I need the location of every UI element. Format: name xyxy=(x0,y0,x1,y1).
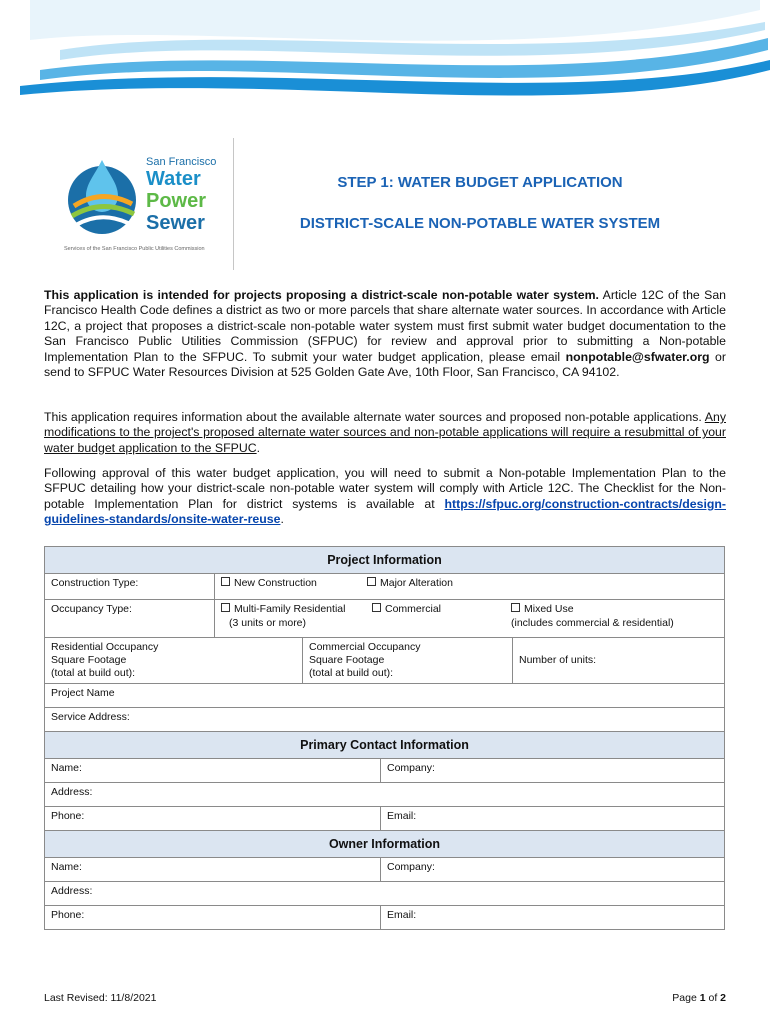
major-alteration-checkbox[interactable] xyxy=(367,577,376,586)
water-drop-logo-icon xyxy=(60,154,144,238)
mixed-use-label: Mixed Use xyxy=(524,603,574,615)
page-prefix: Page xyxy=(672,992,700,1004)
owner-name-label: Name: xyxy=(51,861,82,873)
residential-sqft-label-2: Square Footage xyxy=(51,654,127,666)
primary-address-label: Address: xyxy=(51,786,93,798)
page-number xyxy=(672,992,726,1004)
owner-company-field[interactable] xyxy=(381,858,725,882)
commercial-sqft-label-3: (total at build out): xyxy=(309,667,394,679)
multifamily-label: Multi-Family Residential xyxy=(234,603,346,615)
owner-address-label: Address: xyxy=(51,885,93,897)
logo-tagline: Services of the San Francisco Public Utilities Commission xyxy=(64,246,205,252)
project-info-heading: Project Information xyxy=(45,547,725,574)
primary-name-field[interactable] xyxy=(45,759,381,783)
commercial-option[interactable] xyxy=(372,603,441,616)
occupancy-type-label: Occupancy Type: xyxy=(45,600,215,638)
construction-type-label: Construction Type: xyxy=(45,574,215,600)
intro-paragraph-3 xyxy=(44,466,726,528)
owner-phone-field[interactable] xyxy=(45,906,381,930)
intro-text-3-end: . xyxy=(280,512,284,527)
commercial-label: Commercial xyxy=(385,603,442,615)
intro-text-2: This application requires information about the available alternate water sources and proposed non-potable applications. xyxy=(44,410,705,424)
header-divider xyxy=(233,138,234,270)
primary-company-field[interactable] xyxy=(381,759,725,783)
intro-bold-lead: This application is intended for projects proposing a district-scale non-potable water system. xyxy=(44,288,599,302)
primary-phone-field[interactable] xyxy=(45,807,381,831)
resubmittal-notice: Any modifications to the project's proposed alternate water sources and non-potable applications will require a resubmittal of your water budget application to the SFPUC xyxy=(44,410,726,455)
major-alteration-option[interactable] xyxy=(367,577,453,590)
logo-word-water: Water xyxy=(146,168,201,190)
commercial-checkbox[interactable] xyxy=(372,603,381,612)
primary-contact-heading: Primary Contact Information xyxy=(45,732,725,759)
commercial-sqft-label-2: Square Footage xyxy=(309,654,385,666)
major-alteration-label: Major Alteration xyxy=(380,577,453,589)
primary-name-label: Name: xyxy=(51,762,82,774)
primary-email-field[interactable] xyxy=(381,807,725,831)
residential-sqft-label-1: Residential Occupancy xyxy=(51,641,159,653)
page-title: STEP 1: WATER BUDGET APPLICATION xyxy=(337,174,623,191)
sfpuc-logo xyxy=(60,150,230,260)
intro-text-2-end: . xyxy=(256,440,261,455)
project-name-label: Project Name xyxy=(51,687,115,699)
new-construction-option[interactable] xyxy=(221,577,317,590)
intro-text-1b: or send to SFPUC Water Resources Division at 525 Golden Gate Ave, 10th Floor, San Francisco, CA 94102. xyxy=(44,349,726,380)
project-name-field[interactable] xyxy=(45,684,725,708)
owner-company-label: Company: xyxy=(387,861,435,873)
checklist-link[interactable]: https://sfpuc.org/construction-contracts/design-guidelines-standards/onsite-water-reuse xyxy=(44,496,726,527)
last-revised-date: Last Revised: 11/8/2021 xyxy=(44,992,157,1004)
logo-word-sewer: Sewer xyxy=(146,212,205,234)
header-wave-graphic xyxy=(0,0,770,120)
new-construction-checkbox[interactable] xyxy=(221,577,230,586)
primary-address-field[interactable] xyxy=(45,783,725,807)
service-address-field[interactable] xyxy=(45,708,725,732)
intro-paragraph-1 xyxy=(44,288,726,380)
primary-company-label: Company: xyxy=(387,762,435,774)
submission-email[interactable]: nonpotable@sfwater.org xyxy=(565,349,710,364)
construction-type-options xyxy=(215,574,725,600)
primary-phone-label: Phone: xyxy=(51,810,85,822)
owner-name-field[interactable] xyxy=(45,858,381,882)
number-of-units-label: Number of units: xyxy=(519,654,597,666)
commercial-sqft-field[interactable] xyxy=(303,638,513,684)
residential-sqft-label-3: (total at build out): xyxy=(51,667,136,679)
page-current: 1 xyxy=(699,992,706,1004)
new-construction-label: New Construction xyxy=(234,577,317,589)
page-subtitle: DISTRICT-SCALE NON-POTABLE WATER SYSTEM xyxy=(299,215,661,232)
owner-phone-label: Phone: xyxy=(51,909,85,921)
owner-address-field[interactable] xyxy=(45,882,725,906)
owner-email-field[interactable] xyxy=(381,906,725,930)
application-form-table xyxy=(44,546,725,930)
intro-text-1: Article 12C of the San Francisco Health Code defines a district as two or more parcels that share alternate water sources. In accordance with Article 12C, a project that proposes a district-scale non-potable water system must first submit water budget documentation to the San Francisco Public Utilities Commission (SFPUC) for review and approval prior to submitting a Non-potable Implementation Plan to the SFPUC. To submit your water budget application, please email xyxy=(44,288,727,364)
service-address-label: Service Address: xyxy=(51,711,130,723)
residential-sqft-field[interactable] xyxy=(45,638,303,684)
page-of: of xyxy=(705,992,721,1004)
page-total: 2 xyxy=(720,992,726,1004)
multifamily-checkbox[interactable] xyxy=(221,603,230,612)
owner-email-label: Email: xyxy=(387,909,417,921)
mixed-use-checkbox[interactable] xyxy=(511,603,520,612)
mixed-use-sublabel: (includes commercial & residential) xyxy=(511,617,674,629)
multifamily-sublabel: (3 units or more) xyxy=(229,617,307,629)
logo-org-line: San Francisco xyxy=(146,156,217,168)
occupancy-type-options xyxy=(215,600,725,638)
primary-email-label: Email: xyxy=(387,810,417,822)
intro-text-3: Following approval of this water budget application, you will need to submit a Non-potable Implementation Plan to the SFPUC detailing how your district-scale non-potable water system will comply with Article 12C. The Checklist for the Non-potable Implementation Plan for district systems is available at xyxy=(44,466,726,511)
mixed-use-option[interactable] xyxy=(511,603,574,616)
intro-paragraph-2 xyxy=(44,410,726,456)
number-of-units-field[interactable] xyxy=(513,638,725,684)
commercial-sqft-label-1: Commercial Occupancy xyxy=(309,641,421,653)
multifamily-option[interactable] xyxy=(221,603,345,616)
logo-word-power: Power xyxy=(146,190,207,212)
owner-info-heading: Owner Information xyxy=(45,831,725,858)
